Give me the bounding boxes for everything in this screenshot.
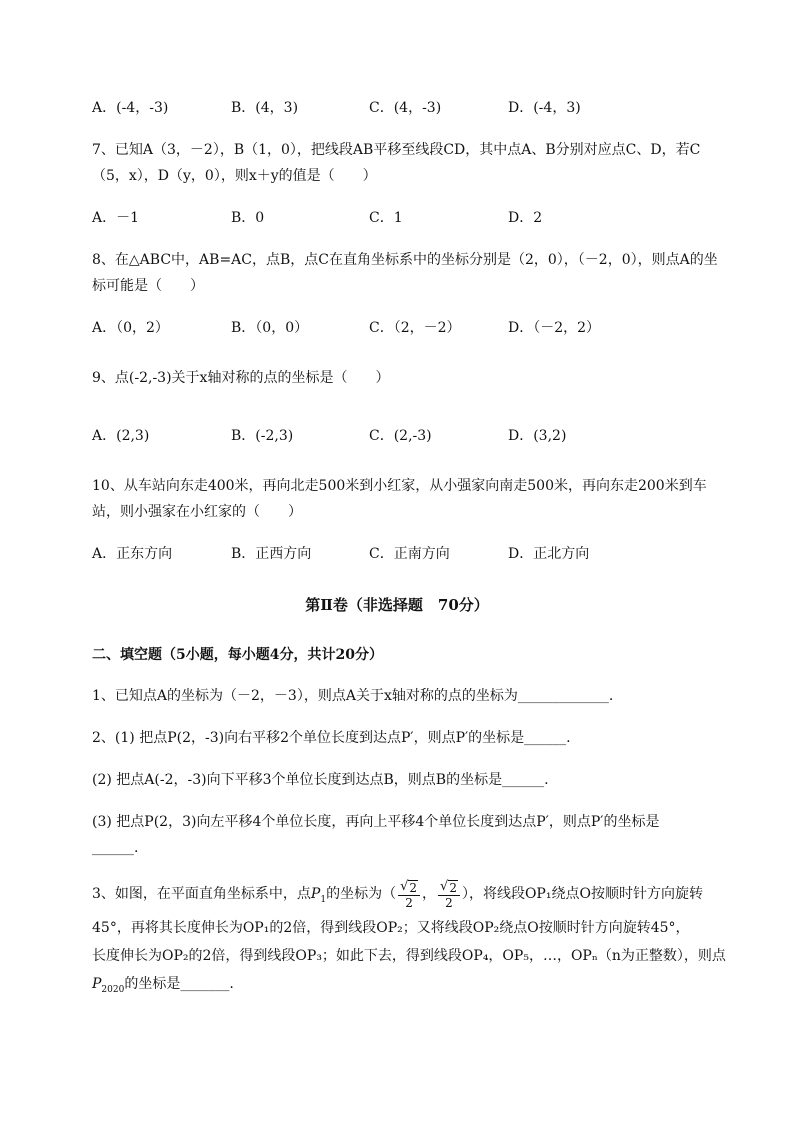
point-p2020-subscript: 2020 xyxy=(101,984,125,995)
part2-heading: 第Ⅱ卷（非选择题 70分） xyxy=(305,596,489,614)
section2-title: 二、填空题（5小题，每小题4分，共计20分） xyxy=(92,647,383,663)
point-p1-subscript: 1 xyxy=(320,894,327,905)
fill-q3-post: ），将线段OP₁绕点O按顺时针方向旋转 xyxy=(461,886,703,902)
fill-q2-part3: (3) 把点P(2，3)向左平移4个单位长度，再向上平移4个单位长度到达点P′，则点P′的坐标是 xyxy=(92,814,660,830)
q7-option-c: C．1 xyxy=(369,210,403,226)
fraction-sqrt2-over-2-a: √ 2 2 xyxy=(398,879,420,910)
q10-option-d: D．正北方向 xyxy=(508,546,590,562)
fill-q2-part3-blank: ______. xyxy=(92,840,139,856)
q8-option-a: A．（0，2） xyxy=(92,320,169,336)
q7-option-a: A．－1 xyxy=(92,210,140,226)
q6-option-b: B．(4，3) xyxy=(231,100,299,116)
q6-option-c: C．(4，-3) xyxy=(369,100,442,116)
q9-option-d: D．(3,2) xyxy=(508,428,567,444)
q9-stem: 9、点(-2,-3)关于x轴对称的点的坐标是（ ） xyxy=(92,370,390,386)
fill-q3-mid: 的坐标为（ xyxy=(326,886,397,902)
q8-stem-line1: 8、在△ABC中，AB=AC，点B，点C在直角坐标系中的坐标分别是（2，0），（－2，0），则点A的坐 xyxy=(92,252,718,268)
frac-b-denominator: 2 xyxy=(445,895,453,910)
q9-option-b: B．(-2,3) xyxy=(231,428,294,444)
q8-option-c: C．（2，－2） xyxy=(369,320,461,336)
point-p1: P xyxy=(310,886,321,902)
fill-q1: 1、已知点A的坐标为（－2，－3），则点A关于x轴对称的点的坐标为_____________. xyxy=(92,688,614,704)
q10-option-a: A．正东方向 xyxy=(92,546,173,562)
fill-q3-line4-rest: 的坐标是_______. xyxy=(124,976,234,992)
frac-b-numerator: 2 xyxy=(449,880,457,895)
fraction-sqrt2-over-2-b: √ 2 2 xyxy=(438,879,460,910)
q6-option-d: D．(-4，3) xyxy=(508,100,581,116)
q9-option-a: A．(2,3) xyxy=(92,428,150,444)
q6-option-a: A．(-4，-3) xyxy=(92,100,169,116)
fill-q3-line1 xyxy=(92,878,703,916)
q7-option-d: D．2 xyxy=(508,210,543,226)
q9-option-c: C．(2,-3) xyxy=(369,428,432,444)
frac-a-denominator: 2 xyxy=(405,895,413,910)
q10-stem-line1: 10、从车站向东走400米，再向北走500米到小红家，从小强家向南走500米，再向东走200米到车 xyxy=(92,478,707,494)
fill-q3-comma: ， xyxy=(422,886,437,902)
q8-option-d: D．（－2，2） xyxy=(508,320,601,336)
q7-option-b: B．0 xyxy=(231,210,265,226)
fill-q3-line2: 45°，再将其长度伸长为OP₁的2倍，得到线段OP₂；又将线段OP₂绕点O按顺时针方向旋转45°， xyxy=(92,920,690,936)
q10-stem-line2: 站，则小强家在小红家的（ ） xyxy=(92,504,302,520)
fill-q2-part2: (2) 把点A(-2，-3)向下平移3个单位长度到达点B，则点B的坐标是______. xyxy=(92,772,549,788)
q10-option-c: C．正南方向 xyxy=(369,546,450,562)
frac-a-numerator: 2 xyxy=(409,880,418,895)
q7-stem-line1: 7、已知A（3，－2），B（1，0），把线段AB平移至线段CD，其中点A、B分别对应点C、D，若C xyxy=(92,142,701,158)
q8-stem-line2: 标可能是（ ） xyxy=(92,278,204,294)
fill-q3-line4 xyxy=(92,974,234,1000)
q8-option-b: B．（0，0） xyxy=(231,320,309,336)
point-p2020: P xyxy=(92,976,102,992)
fill-q3-pre: 3、如图，在平面直角坐标系中，点 xyxy=(92,886,311,902)
q10-option-b: B．正西方向 xyxy=(231,546,312,562)
fill-q2-part1: 2、(1) 把点P(2，-3)向右平移2个单位长度到达点P′，则点P′的坐标是______. xyxy=(92,730,571,746)
q7-stem-line2: （5，x），D（y，0），则x＋y的值是（ ） xyxy=(92,168,377,184)
fill-q3-line3: 长度伸长为OP₂的2倍，得到线段OP₃；如此下去，得到线段OP₄，OP₅，…，OPₙ（n为正整数），则点 xyxy=(92,948,726,964)
